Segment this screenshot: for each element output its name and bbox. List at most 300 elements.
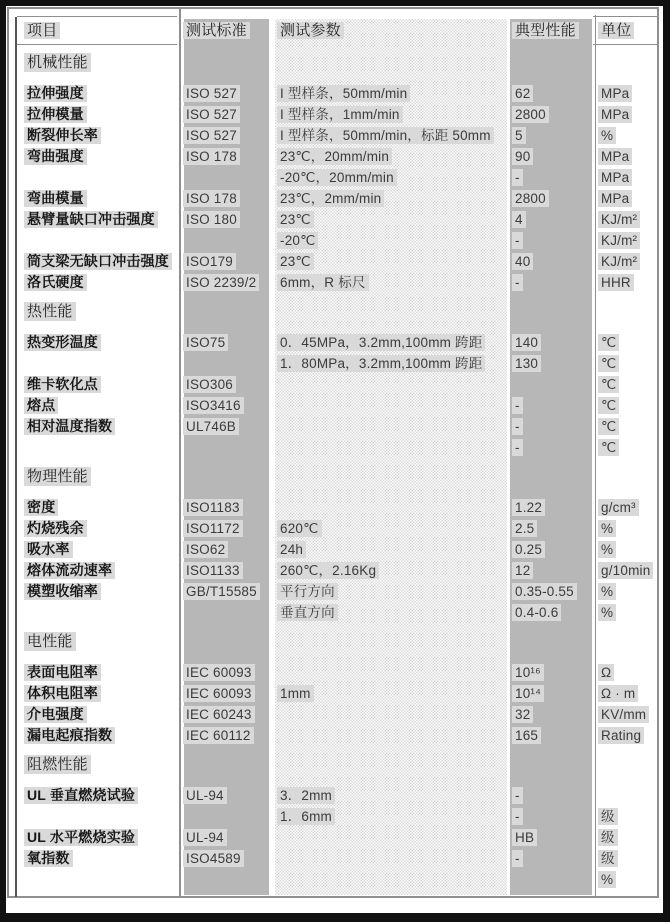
cell-unit <box>593 541 657 559</box>
properties-table <box>15 17 657 897</box>
cell-item-text: 洛氏硬度 <box>24 274 87 291</box>
cell-unit <box>593 520 657 538</box>
section-header-row <box>17 752 657 776</box>
cell-item <box>17 190 177 208</box>
cell-val-text: 4 <box>512 211 526 228</box>
cell-std <box>177 211 273 229</box>
cell-unit-text: % <box>598 127 616 144</box>
table-row <box>17 188 657 209</box>
section-title-cell <box>17 632 177 651</box>
cell-std <box>177 106 273 124</box>
cell-val-text: 40 <box>512 253 533 270</box>
cell-item-text: 熔点 <box>24 397 58 414</box>
cell-item <box>17 706 177 724</box>
cell-std-text: ISO 527 <box>183 127 240 144</box>
cell-item <box>17 664 177 682</box>
cell-std <box>177 418 273 436</box>
cell-std-text: UL-94 <box>183 829 227 846</box>
cell-item <box>17 562 177 580</box>
table-row <box>17 539 657 560</box>
cell-unit-text: % <box>598 520 616 537</box>
cell-std-text: UL-94 <box>183 787 227 804</box>
cell-val <box>508 499 593 517</box>
cell-unit <box>593 232 657 250</box>
cell-item <box>17 148 177 166</box>
cell-item-text: 悬臂量缺口冲击强度 <box>24 211 158 228</box>
cell-item <box>17 583 177 601</box>
section-title-cell <box>17 467 177 486</box>
cell-unit-text: Ω <box>598 664 614 681</box>
cell-val <box>508 583 593 601</box>
cell-item-text: 介电强度 <box>24 706 87 723</box>
cell-par <box>273 334 508 352</box>
table-row <box>17 497 657 518</box>
table-row <box>17 683 657 704</box>
table-row <box>17 848 657 869</box>
header-cell-unit <box>593 16 657 45</box>
section-title-cell <box>17 302 177 321</box>
cell-std-text: ISO179 <box>183 253 236 270</box>
cell-val <box>508 604 593 622</box>
cell-val <box>508 334 593 352</box>
table-row <box>17 374 657 395</box>
cell-item <box>17 397 177 415</box>
cell-item <box>17 334 177 352</box>
cell-unit <box>593 439 657 457</box>
cell-par <box>273 190 508 208</box>
cell-val-text: 2.5 <box>512 520 537 537</box>
cell-par-text: 23℃，2mm/min <box>277 190 384 207</box>
cell-par-text: -20℃ <box>277 232 318 249</box>
cell-std <box>177 787 273 805</box>
header-cell-item <box>17 16 177 45</box>
cell-std-text: ISO1183 <box>183 499 243 516</box>
cell-unit-text: KV/mm <box>598 706 649 723</box>
table-row <box>17 662 657 683</box>
cell-unit-text: g/10min <box>598 562 653 579</box>
section-title-cell <box>17 53 177 72</box>
cell-unit-text: 级 <box>598 850 618 867</box>
table-row <box>17 416 657 437</box>
cell-unit-text: KJ/m² <box>598 232 640 249</box>
cell-std <box>177 334 273 352</box>
table-row <box>17 146 657 167</box>
cell-val-text: 0.25 <box>512 541 545 558</box>
cell-par-text: 23℃，20mm/min <box>277 148 392 165</box>
cell-val <box>508 439 593 457</box>
cell-unit <box>593 355 657 373</box>
cell-std-text: ISO306 <box>183 376 236 393</box>
cell-unit-text: MPa <box>598 148 632 165</box>
cell-item-text: UL 水平燃烧实验 <box>24 829 138 846</box>
cell-val-text: 10¹⁴ <box>512 685 544 702</box>
header-item-label: 项目 <box>24 22 60 39</box>
header-params-label: 测试参数 <box>277 22 344 39</box>
cell-unit-text: 级 <box>598 829 618 846</box>
cell-unit <box>593 334 657 352</box>
table-row <box>17 806 657 827</box>
table-row <box>17 395 657 416</box>
cell-std <box>177 664 273 682</box>
cell-item-text: 氧指数 <box>24 850 73 867</box>
header-unit-label: 单位 <box>598 22 634 39</box>
cell-unit <box>593 397 657 415</box>
table-row <box>17 785 657 806</box>
cell-val <box>508 829 593 847</box>
section-title-cell <box>17 755 177 774</box>
cell-par-text: 1mm <box>277 685 314 702</box>
cell-std-text: ISO 527 <box>183 85 240 102</box>
cell-std <box>177 376 273 394</box>
cell-par-text: 0．45MPa，3.2mm,100mm 跨距 <box>277 334 485 351</box>
cell-par <box>273 274 508 292</box>
cell-val-text: - <box>512 418 523 435</box>
cell-std <box>177 562 273 580</box>
cell-val-text: - <box>512 274 523 291</box>
cell-std <box>177 397 273 415</box>
cell-unit-text: HHR <box>598 274 634 291</box>
cell-unit <box>593 418 657 436</box>
cell-item-text: 拉伸模量 <box>24 106 87 123</box>
cell-std-text: ISO 178 <box>183 148 240 165</box>
cell-par-text: 平行方向 <box>277 583 338 600</box>
cell-val <box>508 106 593 124</box>
cell-item <box>17 541 177 559</box>
cell-unit-text: g/cm³ <box>598 499 639 516</box>
table-row <box>17 167 657 188</box>
table-row <box>17 518 657 539</box>
cell-std-text: IEC 60112 <box>183 727 254 744</box>
cell-val-text: 1.22 <box>512 499 545 516</box>
cell-unit-text: % <box>598 583 616 600</box>
cell-unit-text: ℃ <box>598 418 619 435</box>
cell-item-text: 维卡软化点 <box>24 376 101 393</box>
table-rows <box>17 17 657 890</box>
cell-item-text: 拉伸强度 <box>24 85 87 102</box>
cell-val-text: 2800 <box>512 106 549 123</box>
cell-unit-text: ℃ <box>598 397 619 414</box>
cell-std <box>177 829 273 847</box>
cell-unit <box>593 727 657 745</box>
table-row <box>17 251 657 272</box>
cell-unit <box>593 190 657 208</box>
cell-par <box>273 520 508 538</box>
cell-par-text: 3．2mm <box>277 787 335 804</box>
cell-val <box>508 253 593 271</box>
cell-val <box>508 541 593 559</box>
cell-val <box>508 706 593 724</box>
cell-std <box>177 127 273 145</box>
cell-val-text: 140 <box>512 334 541 351</box>
cell-std-text: IEC 60093 <box>183 685 255 702</box>
cell-std <box>177 148 273 166</box>
cell-item <box>17 106 177 124</box>
cell-unit-text: Rating <box>598 727 644 744</box>
header-cell-params <box>273 22 508 40</box>
cell-val <box>508 355 593 373</box>
cell-val-text: - <box>512 787 523 804</box>
cell-par-text: 24h <box>277 541 306 558</box>
cell-item-text: 相对温度指数 <box>24 418 115 435</box>
cell-par <box>273 562 508 580</box>
cell-val <box>508 520 593 538</box>
header-cell-value <box>508 22 593 40</box>
cell-par-text: 1．6mm <box>277 808 335 825</box>
table-row <box>17 560 657 581</box>
cell-unit <box>593 376 657 394</box>
cell-val-text: - <box>512 232 523 249</box>
table-row <box>17 125 657 146</box>
cell-std <box>177 520 273 538</box>
cell-unit <box>593 685 657 703</box>
item-column-divider <box>179 7 181 897</box>
cell-val-text: 0.35-0.55 <box>512 583 577 600</box>
cell-par-text: 23℃ <box>277 211 314 228</box>
cell-par <box>273 85 508 103</box>
cell-par <box>273 787 508 805</box>
cell-std-text: ISO62 <box>183 541 228 558</box>
cell-item-text: 表面电阻率 <box>24 664 101 681</box>
cell-val-text: 62 <box>512 85 533 102</box>
cell-val <box>508 127 593 145</box>
cell-item-text: 熔体流动速率 <box>24 562 115 579</box>
table-row <box>17 353 657 374</box>
cell-item-text: 热变形温度 <box>24 334 101 351</box>
cell-val-text: 0.4-0.6 <box>512 604 561 621</box>
cell-val <box>508 850 593 868</box>
table-row <box>17 104 657 125</box>
table-row <box>17 437 657 458</box>
cell-val <box>508 85 593 103</box>
cell-unit <box>593 127 657 145</box>
cell-std <box>177 706 273 724</box>
cell-unit <box>593 706 657 724</box>
cell-std <box>177 727 273 745</box>
cell-std-text: IEC 60243 <box>183 706 255 723</box>
unit-column-divider <box>595 15 596 897</box>
cell-unit-text: Ω · m <box>598 685 638 702</box>
cell-unit <box>593 562 657 580</box>
cell-std-text: ISO3416 <box>183 397 244 414</box>
cell-std <box>177 499 273 517</box>
cell-std <box>177 253 273 271</box>
cell-item <box>17 685 177 703</box>
cell-item <box>17 253 177 271</box>
cell-val-text: 130 <box>512 355 541 372</box>
table-body <box>17 50 657 890</box>
cell-std-text: GB/T15585 <box>183 583 260 600</box>
cell-item-text: 漏电起痕指数 <box>24 727 115 744</box>
cell-item <box>17 520 177 538</box>
cell-unit-text: ℃ <box>598 376 619 393</box>
cell-par <box>273 253 508 271</box>
cell-unit-text: MPa <box>598 169 632 186</box>
cell-std <box>177 274 273 292</box>
cell-par-text: 620℃ <box>277 520 322 537</box>
cell-item <box>17 829 177 847</box>
cell-par-text: I 型样条，1mm/min <box>277 106 403 123</box>
section-header-row <box>17 629 657 653</box>
cell-std-text: ISO1172 <box>183 520 243 537</box>
cell-val-text: - <box>512 169 523 186</box>
table-row <box>17 272 657 293</box>
cell-unit <box>593 829 657 847</box>
cell-item <box>17 499 177 517</box>
cell-par-text: I 型样条，50mm/min <box>277 85 410 102</box>
cell-unit <box>593 148 657 166</box>
cell-unit-text: MPa <box>598 190 632 207</box>
cell-std <box>177 583 273 601</box>
cell-item <box>17 127 177 145</box>
cell-std <box>177 190 273 208</box>
cell-par-text: -20℃，20mm/min <box>277 169 397 186</box>
cell-unit-text: % <box>598 541 616 558</box>
header-value-label: 典型性能 <box>512 22 579 39</box>
cell-unit <box>593 808 657 826</box>
cell-par <box>273 355 508 373</box>
cell-val-text: 10¹⁶ <box>512 664 544 681</box>
cell-item-text: 弯曲模量 <box>24 190 87 207</box>
cell-unit-text: KJ/m² <box>598 253 640 270</box>
cell-val <box>508 148 593 166</box>
cell-val-text: 90 <box>512 148 533 165</box>
cell-par <box>273 583 508 601</box>
cell-val <box>508 190 593 208</box>
cell-unit <box>593 871 657 889</box>
cell-par <box>273 541 508 559</box>
section-title: 机械性能 <box>24 53 91 72</box>
cell-std <box>177 541 273 559</box>
cell-item-text: 密度 <box>24 499 58 516</box>
cell-par-text: 1．80MPa，3.2mm,100mm 跨距 <box>277 355 485 372</box>
cell-item-text: 断裂伸长率 <box>24 127 101 144</box>
cell-unit <box>593 106 657 124</box>
cell-val-text: 165 <box>512 727 541 744</box>
cell-val <box>508 787 593 805</box>
cell-val <box>508 211 593 229</box>
table-row <box>17 209 657 230</box>
cell-val-text: - <box>512 439 523 456</box>
table-row <box>17 83 657 104</box>
section-header-row <box>17 299 657 323</box>
cell-val-text: 32 <box>512 706 533 723</box>
cell-unit <box>593 169 657 187</box>
cell-par <box>273 808 508 826</box>
cell-std-text: ISO1133 <box>183 562 243 579</box>
cell-val <box>508 727 593 745</box>
cell-item-text: 弯曲强度 <box>24 148 87 165</box>
cell-val <box>508 232 593 250</box>
cell-std-text: UL746B <box>183 418 239 435</box>
cell-std-text: IEC 60093 <box>183 664 255 681</box>
cell-unit <box>593 253 657 271</box>
cell-unit-text: MPa <box>598 106 632 123</box>
cell-item <box>17 787 177 805</box>
cell-std-text: ISO 527 <box>183 106 240 123</box>
cell-val <box>508 274 593 292</box>
cell-std-text: ISO4589 <box>183 850 244 867</box>
cell-item-text: 体积电阻率 <box>24 685 101 702</box>
cell-std-text: ISO75 <box>183 334 228 351</box>
section-title: 物理性能 <box>24 467 91 486</box>
cell-val-text: 2800 <box>512 190 549 207</box>
cell-std-text: ISO 2239/2 <box>183 274 259 291</box>
cell-unit <box>593 274 657 292</box>
section-title: 热性能 <box>24 302 76 321</box>
cell-par <box>273 169 508 187</box>
cell-item-text: UL 垂直燃烧试验 <box>24 787 138 804</box>
cell-par-text: I 型样条，50mm/min，标距 50mm <box>277 127 494 144</box>
cell-std <box>177 685 273 703</box>
table-row <box>17 581 657 602</box>
cell-par-text: 260℃，2.16Kg <box>277 562 379 579</box>
cell-unit-text: KJ/m² <box>598 211 640 228</box>
header-standard-label: 测试标准 <box>183 22 250 39</box>
cell-par-text: 垂直方向 <box>277 604 338 621</box>
cell-unit <box>593 664 657 682</box>
cell-item <box>17 376 177 394</box>
cell-unit <box>593 85 657 103</box>
cell-unit-text: MPa <box>598 85 632 102</box>
table-row <box>17 827 657 848</box>
cell-unit <box>593 850 657 868</box>
cell-std <box>177 85 273 103</box>
cell-val-text: 5 <box>512 127 526 144</box>
cell-std <box>177 850 273 868</box>
cell-unit <box>593 499 657 517</box>
cell-item-text: 模塑收缩率 <box>24 583 101 600</box>
table-row <box>17 332 657 353</box>
cell-item <box>17 274 177 292</box>
section-title: 电性能 <box>24 632 76 651</box>
cell-item <box>17 85 177 103</box>
cell-item-text: 吸水率 <box>24 541 73 558</box>
cell-val <box>508 169 593 187</box>
cell-par <box>273 232 508 250</box>
cell-val-text: - <box>512 808 523 825</box>
cell-par <box>273 685 508 703</box>
cell-unit-text: ℃ <box>598 355 619 372</box>
cell-item-text: 灼烧残余 <box>24 520 87 537</box>
section-title: 阻燃性能 <box>24 755 91 774</box>
cell-val-text: 12 <box>512 562 533 579</box>
cell-val-text: - <box>512 397 523 414</box>
cell-std-text: ISO 180 <box>183 211 240 228</box>
cell-unit <box>593 583 657 601</box>
cell-par <box>273 604 508 622</box>
cell-unit-text: ℃ <box>598 334 619 351</box>
header-cell-standard <box>177 22 273 40</box>
cell-unit <box>593 211 657 229</box>
table-row <box>17 725 657 746</box>
cell-par <box>273 211 508 229</box>
cell-item <box>17 211 177 229</box>
cell-item <box>17 850 177 868</box>
cell-val <box>508 562 593 580</box>
cell-item-text: 筒支梁无缺口冲击强度 <box>24 253 172 270</box>
cell-par-text: 23℃ <box>277 253 314 270</box>
cell-par <box>273 127 508 145</box>
cell-par-text: 6mm，R 标尺 <box>277 274 369 291</box>
cell-par <box>273 148 508 166</box>
cell-par <box>273 106 508 124</box>
table-header-row <box>17 17 657 44</box>
table-row <box>17 602 657 623</box>
cell-item <box>17 727 177 745</box>
cell-val <box>508 808 593 826</box>
cell-val <box>508 418 593 436</box>
table-row <box>17 230 657 251</box>
